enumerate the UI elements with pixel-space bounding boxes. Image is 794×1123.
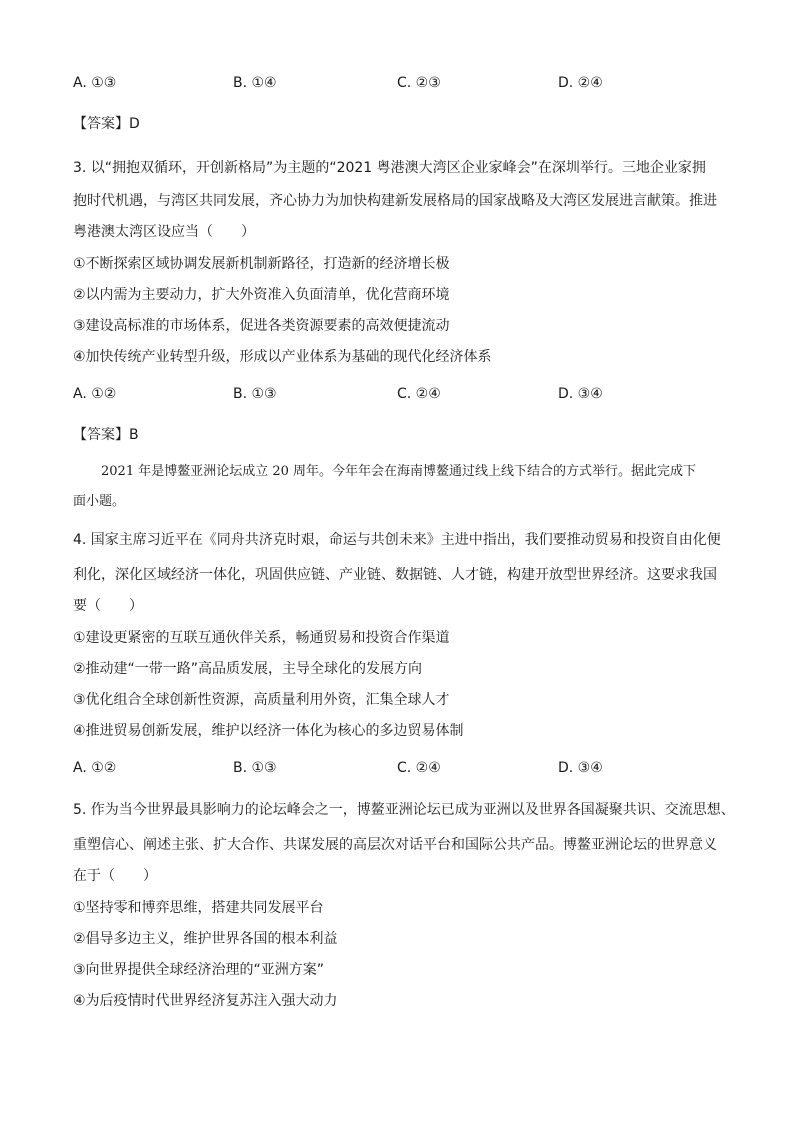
q5-stem-line-2: 重塑信心、阐述主张、扩大合作、共谋发展的高层次对话平台和国际公共产品。博鳌亚洲论坛的世界意义: [73, 837, 717, 853]
q5-item-3: ③向世界提供全球经济治理的“亚洲方案”: [73, 962, 325, 978]
q5-stem-line-1: 5. 作为当今世界最具影响力的论坛峰会之一，博鳌亚洲论坛已成为亚洲以及世界各国凝聚共识、交流思想、: [73, 802, 735, 818]
q2-answer: [73, 114, 140, 134]
q3-item-1: ①不断探索区域协调发展新机制新路径，打造新的经济增长极: [73, 256, 450, 272]
q4-option-c: C. ②④: [397, 760, 441, 776]
q3-stem-line-2: 抱时代机遇，与湾区共同发展，齐心协力为加快构建新发展格局的国家战略及大湾区发展进言献策。推进: [73, 193, 717, 209]
q3-stem-line-1: 3. 以“拥抱双循环，开创新格局”为主题的“2021 粤港澳大湾区企业家峰会”在深圳举行。三地企业家拥: [73, 160, 706, 176]
q5-stem-line-3: 在于（ ）: [73, 868, 157, 884]
q5-item-4: ④为后疫情时代世界经济复苏注入强大动力: [73, 993, 338, 1009]
q4-item-1: ①建设更紧密的互联互通伙伴关系，畅通贸易和投资合作渠道: [73, 630, 450, 646]
q4-option-d: D. ③④: [558, 760, 603, 776]
q4-option-b: B. ①③: [233, 760, 277, 776]
q3-answer: [73, 425, 139, 445]
q2-option-c: C. ②③: [397, 75, 441, 91]
material-note-line-2: 面小题。: [73, 494, 126, 509]
q4-stem-line-3: 要（ ）: [73, 598, 143, 614]
q2-answer-value: D: [129, 116, 140, 132]
q2-option-d: D. ②④: [558, 75, 603, 91]
q3-option-a: A. ①②: [73, 386, 117, 402]
q2-option-b: B. ①④: [233, 75, 277, 91]
q3-option-d: D. ③④: [558, 386, 603, 402]
material-note-line-1: 2021 年是博鳌亚洲论坛成立 20 周年。今年年会在海南博鳌通过线上线下结合的方式举行。据此完成下: [101, 464, 697, 479]
q4-item-3: ③优化组合全球创新性资源，高质量利用外资，汇集全球人才: [73, 692, 450, 708]
answer-label: 【答案】: [73, 116, 129, 132]
q2-option-a: A. ①③: [73, 75, 117, 91]
q3-item-4: ④加快传统产业转型升级，形成以产业体系为基础的现代化经济体系: [73, 349, 492, 365]
answer-label: 【答案】: [73, 427, 129, 443]
q4-option-a: A. ①②: [73, 760, 117, 776]
q3-item-3: ③建设高标准的市场体系，促进各类资源要素的高效便捷流动: [73, 318, 450, 334]
q3-item-2: ②以内需为主要动力，扩大外资准入负面清单，优化营商环境: [73, 287, 450, 303]
q4-item-2: ②推动建“一带一路”高品质发展，主导全球化的发展方向: [73, 661, 423, 677]
q5-item-2: ②倡导多边主义，维护世界各国的根本利益: [73, 931, 338, 947]
q4-stem-line-2: 利化，深化区域经济一体化，巩固供应链、产业链、数据链、人才链，构建开放型世界经济。这要求我国: [73, 567, 717, 583]
q3-option-c: C. ②④: [397, 386, 441, 402]
q3-option-b: B. ①③: [233, 386, 277, 402]
q5-item-1: ①坚持零和博弈思维，搭建共同发展平台: [73, 900, 324, 916]
q4-stem-line-1: 4. 国家主席习近平在《同舟共济克时艰，命运与共创未来》主进中指出，我们要推动贸易和投资自由化便: [73, 532, 721, 548]
q4-item-4: ④推进贸易创新发展，维护以经济一体化为核心的多边贸易体制: [73, 723, 464, 739]
q3-answer-value: B: [129, 427, 139, 443]
q3-stem-line-3: 粤港澳太湾区设应当（ ）: [73, 224, 255, 240]
